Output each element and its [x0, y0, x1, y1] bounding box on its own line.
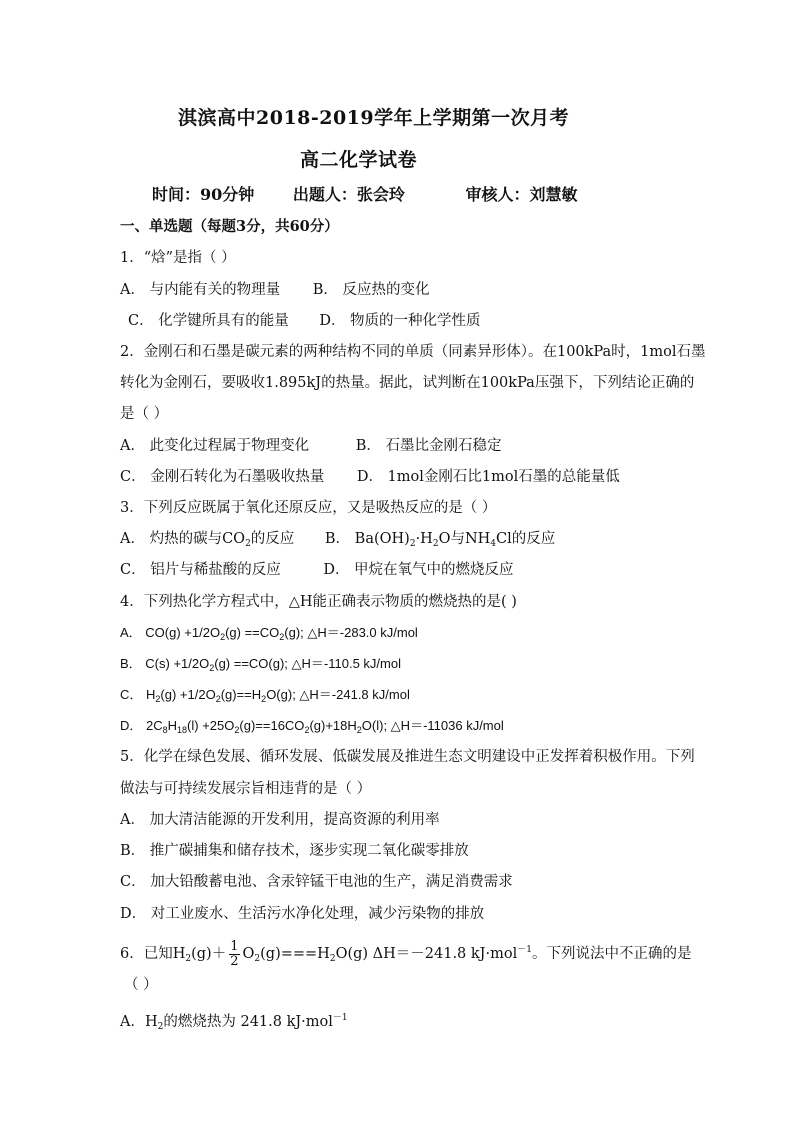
q6-option-a: A．$H_2$的燃烧热为 241.8 kJ·mol$^{-1}$: [120, 1013, 348, 1032]
q3-option-a: A． 灼热的碳与$CO_2$的反应: [120, 531, 295, 549]
q1-stem: 1．“焓”是指（ ）: [120, 250, 236, 266]
q1-option-a: A． 与内能有关的物理量: [120, 282, 281, 298]
q2-stem-line3: 是（ ）: [120, 406, 169, 422]
q2-option-d: D． 1mol金刚石比1mol石墨的总能量低: [356, 469, 620, 485]
q2-option-b: B． 石墨比金刚石稳定: [355, 438, 502, 454]
q3-option-b: B． $Ba(OH)_2\cdot H_2O$与$NH_4Cl$的反应: [324, 531, 556, 549]
q5-option-c: C． 加大铅酸蓄电池、含汞锌锰干电池的生产，满足消费需求: [120, 874, 513, 890]
q2-stem-line1: 2．金刚石和石墨是碳元素的两种结构不同的单质（同素异形体）。在100kPa时，1mol石墨: [120, 344, 706, 360]
q3-option-c: C． 铝片与稀盐酸的反应: [120, 562, 281, 578]
q4-stem: 4．下列热化学方程式中，△H能正确表示物质的燃烧热的是( ): [120, 594, 517, 610]
exam-reviewer: 审核人：刘慧敏: [465, 185, 578, 204]
q3-option-d: D． 甲烷在氧气中的燃烧反应: [323, 562, 514, 578]
q2-stem-line2: 转化为金刚石，要吸收1.895kJ的热量。据此，试判断在100kPa压强下，下列结论正确的: [120, 375, 695, 391]
q6-stem: 6．已知$H_2(g)+$ $\frac{1}{2}$ $O_2(g)===H_2O(g)$ ΔH＝－241.8 kJ·mol$^{-1}$。下列说法中不正确的是: [120, 938, 692, 969]
q5-option-d: D． 对工业废水、生活污水净化处理，减少污染物的排放: [120, 906, 485, 922]
q4-option-a: A． $CO(g) +1/2O_2(g) ==CO_2(g)$; △H＝-283.0 kJ/mol: [120, 625, 418, 642]
q1-options-cd: [128, 311, 481, 331]
section-heading: 一、单选题（每题3分，共60分）: [120, 218, 339, 235]
q1-option-c: C． 化学键所具有的能量: [128, 313, 289, 329]
q2-option-a: A． 此变化过程属于物理变化: [120, 438, 310, 454]
q1-option-b: B． 反应热的变化: [312, 282, 430, 298]
q5-option-b: B． 推广碳捕集和储存技术，逐步实现二氧化碳零排放: [120, 843, 469, 859]
exam-author: 出题人：张会玲: [292, 185, 405, 204]
q2-option-c: C． 金刚石转化为石墨吸收热量: [120, 469, 325, 485]
q6-paren: （ ）: [124, 977, 158, 993]
exam-meta: [152, 185, 578, 206]
exam-title: 淇滨高中2018-2019学年上学期第一次月考: [178, 107, 570, 129]
q2-options-cd: [120, 467, 620, 487]
q2-options-ab: [120, 436, 501, 456]
q3-options-ab: [120, 529, 555, 554]
q5-option-a: A． 加大清洁能源的开发利用，提高资源的利用率: [120, 812, 440, 828]
q3-options-cd: [120, 560, 514, 580]
q5-stem-line2: 做法与可持续发展宗旨相违背的是（ ）: [120, 781, 372, 797]
q4-option-b: B． $C(s) +1/2O_2(g) ==CO(g)$; △H＝-110.5 kJ/mol: [120, 656, 401, 673]
q5-stem-line1: 5．化学在绿色发展、循环发展、低碳发展及推进生态文明建设中正发挥着积极作用。下列: [120, 749, 695, 765]
fraction-one-half: $\frac{1}{2}$: [230, 938, 239, 969]
q4-option-d: D． $2C_8H_{18}(l) +25O_2(g)==16CO_2(g)+18H_2O(l)$; △H＝-11036 kJ/mol: [120, 718, 504, 735]
q4-option-c: C． $H_2(g) +1/2O_2(g)==H_2O(g)$; △H＝-241.8 kJ/mol: [120, 687, 410, 704]
exam-subtitle: 高二化学试卷: [300, 149, 418, 171]
q1-option-d: D． 物质的一种化学性质: [319, 313, 481, 329]
exam-time: 时间：90分钟: [152, 185, 255, 204]
q3-stem: 3．下列反应既属于氧化还原反应，又是吸热反应的是（ ）: [120, 500, 497, 516]
q1-options-ab: [120, 280, 429, 300]
